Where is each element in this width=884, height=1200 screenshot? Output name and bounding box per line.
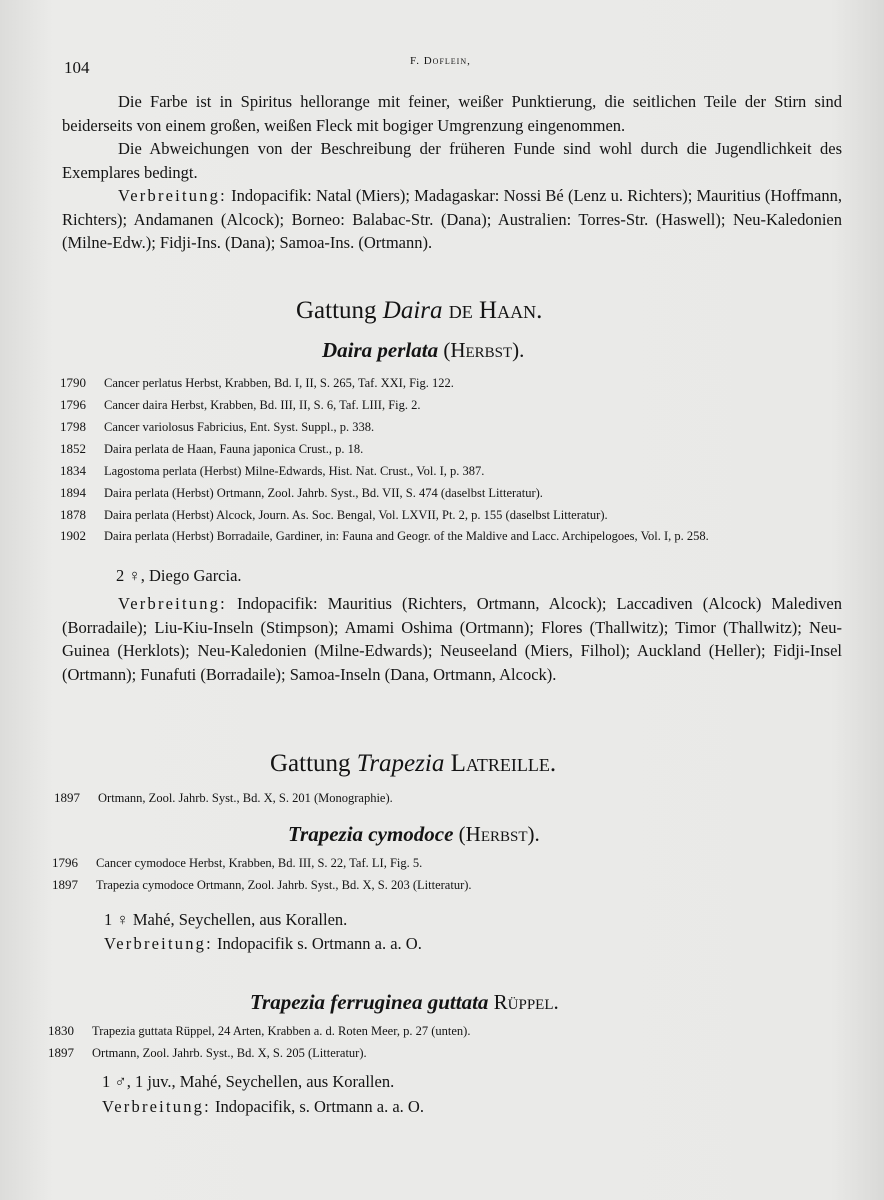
intro-paragraph-2: Die Abweichungen von der Beschreibung der früheren Funde sind wohl durch die Jugendlichkeit des Exemplares bedingt.	[62, 139, 842, 182]
species-heading-trapezia-cymodoce: Trapezia cymodoce (Herbst).	[288, 822, 540, 846]
synonym-entry: 1897 Ortmann, Zool. Jahrb. Syst., Bd. X, S. 205 (Litteratur).	[48, 1045, 367, 1060]
synonym-list-daira	[60, 372, 864, 546]
synonym-entry: 1796 Cancer daira Herbst, Krabben, Bd. III, II, S. 6, Taf. LIII, Fig. 2.	[60, 397, 421, 412]
synonym-entry: 1878 Daira perlata (Herbst) Alcock, Journ. As. Soc. Bengal, Vol. LXVII, Pt. 2, p. 155 (daselbst Litteratur).	[60, 507, 608, 522]
genus-heading-trapezia: Gattung Trapezia Latreille.	[270, 750, 557, 777]
species-heading-trapezia-ferruginea-guttata: Trapezia ferruginea guttata Rüppel.	[250, 990, 559, 1014]
intro-distribution: Verbreitung: Indopacifik: Natal (Miers); Madagaskar: Nossi Bé (Lenz u. Richters); Mauritius (Hoffmann, Richters); Andamanen (Alcock); Borneo: Balabac-Str. (Dana); Australien: Torres-Str. (Haswell); Neu-Kaledonien (Milne-Edw.); Fidji-Ins. (Dana); Samoa-Ins. (Ortmann).	[62, 186, 842, 252]
distribution-trapezia-cymodoce: Verbreitung: Indopacifik s. Ortmann a. a. O.	[104, 934, 422, 953]
intro-paragraph-1: Die Farbe ist in Spiritus hellorange mit feiner, weißer Punktierung, die seitlichen Teile der Stirn sind beiderseits von einem großen, weißen Fleck mit bogiger Umgrenzung eingenommen.	[62, 92, 842, 135]
running-head: F. Doflein,	[410, 55, 471, 67]
synonym-entry: 1796 Cancer cymodoce Herbst, Krabben, Bd. III, S. 22, Taf. LI, Fig. 5.	[52, 855, 423, 870]
distribution-trapezia-ferruginea-guttata: Verbreitung: Indopacifik, s. Ortmann a. a. O.	[102, 1097, 424, 1116]
material-trapezia-cymodoce: 1 ♀ Mahé, Seychellen, aus Korallen.	[104, 910, 348, 929]
synonym-entry: 1798 Cancer variolosus Fabricius, Ent. Syst. Suppl., p. 338.	[60, 419, 375, 434]
synonym-list-trapezia-ferruginea-guttata	[48, 1020, 470, 1064]
genus-reference-trapezia: 1897 Ortmann, Zool. Jahrb. Syst., Bd. X, S. 201 (Monographie).	[54, 790, 393, 805]
page-number: 104	[64, 58, 90, 77]
synonym-entry: 1830 Trapezia guttata Rüppel, 24 Arten, Krabben a. d. Roten Meer, p. 27 (unten).	[48, 1023, 471, 1038]
synonym-entry: 1790 Cancer perlatus Herbst, Krabben, Bd. I, II, S. 265, Taf. XXI, Fig. 122.	[60, 375, 454, 390]
material-daira: 2 ♀, Diego Garcia.	[116, 566, 242, 585]
species-heading-daira-perlata: Daira perlata (Herbst).	[322, 338, 525, 362]
synonym-entry: 1852 Daira perlata de Haan, Fauna japonica Crust., p. 18.	[60, 441, 364, 456]
material-trapezia-ferruginea-guttata: 1 ♂, 1 juv., Mahé, Seychellen, aus Korallen.	[102, 1072, 395, 1091]
synonym-entry: 1902 Daira perlata (Herbst) Borradaile, Gardiner, in: Fauna and Geogr. of the Maldive and Lacc. Archipelogoes, Vol. I, p. 258.	[60, 528, 709, 543]
synonym-entry: 1834 Lagostoma perlata (Herbst) Milne-Edwards, Hist. Nat. Crust., Vol. I, p. 387.	[60, 463, 485, 478]
distribution-daira: Verbreitung: Indopacifik: Mauritius (Richters, Ortmann, Alcock); Laccadiven (Alcock) Malediven (Borradaile); Liu-Kiu-Inseln (Stimpson); Amami Oshima (Ortmann); Flores (Thallwitz); Timor (Thallwitz); Neu-Guinea (Herklots); Neu-Kaledonien (Milne-Edwards); Neuseeland (Miers, Filhol); Auckland (Heller); Fidji-Insel (Ortmann); Funafuti (Borradaile); Samoa-Inseln (Dana, Ortmann, Alcock).	[62, 594, 842, 684]
synonym-entry: 1897 Trapezia cymodoce Ortmann, Zool. Jahrb. Syst., Bd. X, S. 203 (Litteratur).	[52, 877, 472, 892]
synonym-list-trapezia-cymodoce	[52, 852, 472, 896]
genus-heading-daira: Gattung Daira de Haan.	[296, 297, 543, 324]
synonym-entry: 1894 Daira perlata (Herbst) Ortmann, Zool. Jahrb. Syst., Bd. VII, S. 474 (daselbst Litteratur).	[60, 485, 543, 500]
